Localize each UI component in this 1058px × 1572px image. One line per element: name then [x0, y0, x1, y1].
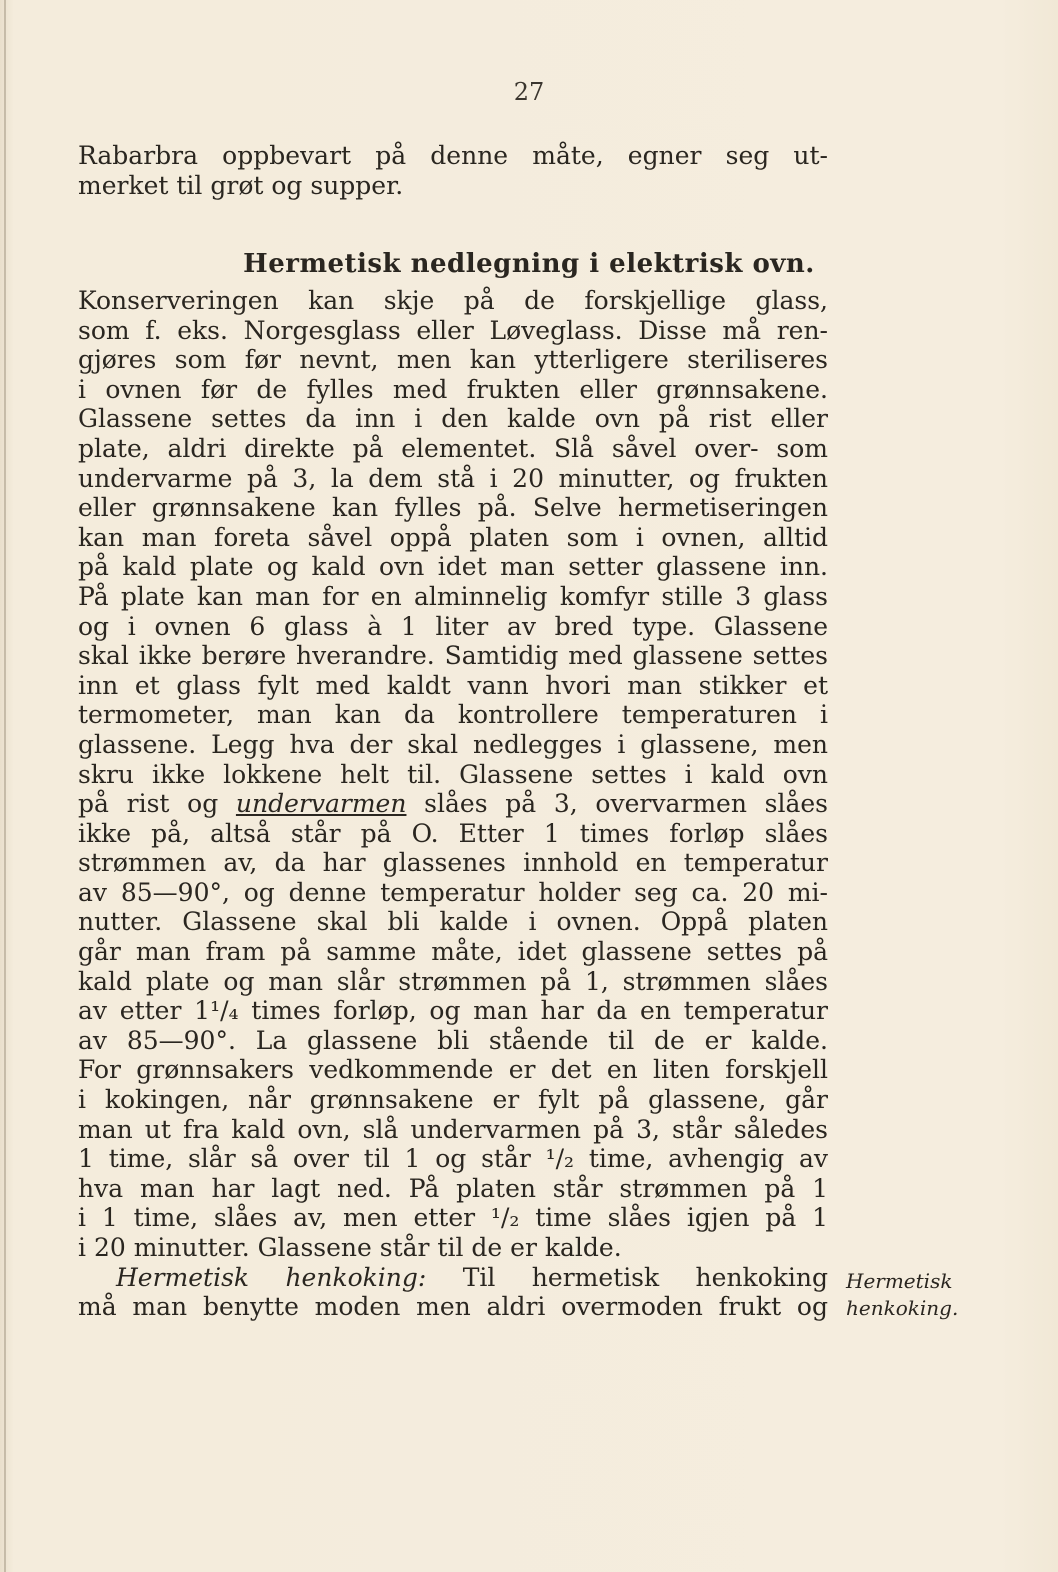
text-line: på kald plate og kald ovn idet man setter glassene inn.: [78, 552, 828, 582]
text-fragment: på rist og: [78, 789, 236, 819]
section-heading: Hermetisk nedlegning i elektrisk ovn.: [243, 249, 815, 279]
intro-paragraph: [78, 141, 828, 201]
text-line: som f. eks. Norgesglass eller Løveglass. Disse må ren-: [78, 315, 828, 345]
text-line: må man benytte moden men aldri overmoden frukt og: [78, 1292, 828, 1322]
text-line: glassene. Legg hva der skal nedlegges i glassene, men: [78, 729, 828, 759]
underlined-word: undervarmen: [235, 789, 407, 819]
text-line: skru ikke lokkene helt til. Glassene settes i kald ovn: [78, 759, 828, 789]
text-line: og i ovnen 6 glass à 1 liter av bred type. Glassene: [78, 611, 828, 641]
text-line: undervarme på 3, la dem stå i 20 minutter, og frukten: [78, 463, 828, 493]
main-paragraph: [78, 286, 828, 1322]
text-fragment: slåes på 3, overvarmen slåes: [406, 789, 828, 819]
text-line: For grønnsakers vedkommende er det en liten forskjell: [78, 1055, 828, 1085]
text-line-with-emphasis: [78, 789, 828, 819]
text-line: av etter 1¹/₄ times forløp, og man har da en temperatur: [78, 996, 828, 1026]
text-line: merket til grøt og supper.: [78, 171, 404, 200]
text-line: plate, aldri direkte på elementet. Slå såvel over- som: [78, 433, 828, 463]
text-line: Konserveringen kan skje på de forskjellige glass,: [78, 286, 828, 315]
text-line: i kokingen, når grønnsakene er fylt på glassene, går: [78, 1085, 828, 1115]
text-line: strømmen av, da har glassenes innhold en temperatur: [78, 848, 828, 878]
text-line: går man fram på samme måte, idet glassene settes på: [78, 937, 828, 967]
text-line: av 85—90°, og denne temperatur holder seg ca. 20 mi-: [78, 877, 828, 907]
page-gutter-edge: [4, 0, 6, 1572]
text-line: kan man foreta såvel oppå platen som i ovnen, alltid: [78, 522, 828, 552]
run-in-heading: Hermetisk henkoking:: [116, 1262, 427, 1292]
text-line: kald plate og man slår strømmen på 1, strømmen slåes: [78, 966, 828, 996]
text-line: i 1 time, slåes av, men etter ¹/₂ time slåes igjen på 1: [78, 1203, 828, 1233]
text-line: man ut fra kald ovn, slå undervarmen på 3, står således: [78, 1114, 828, 1144]
text-line: hva man har lagt ned. På platen står strømmen på 1: [78, 1173, 828, 1203]
text-line: ikke på, altså står på O. Etter 1 times forløp slåes: [78, 818, 828, 848]
text-line: eller grønnsakene kan fylles på. Selve hermetiseringen: [78, 493, 828, 523]
text-line-henkoking: [78, 1263, 828, 1293]
text-line: 1 time, slår så over til 1 og står ¹/₂ time, avhengig av: [78, 1144, 828, 1174]
page-number: 27: [513, 78, 545, 106]
text-line: Rabarbra oppbevart på denne måte, egner seg ut-: [78, 141, 828, 170]
text-line: gjøres som før nevnt, men kan ytterligere steriliseres: [78, 345, 828, 375]
text-line: i ovnen før de fylles med frukten eller grønnsakene.: [78, 374, 828, 404]
text-fragment: Til hermetisk henkoking: [426, 1262, 829, 1292]
margin-note-line: henkoking.: [846, 1296, 959, 1320]
text-line: På plate kan man for en alminnelig komfyr stille 3 glass: [78, 581, 828, 611]
text-line: Glassene settes da inn i den kalde ovn på rist eller: [78, 404, 828, 434]
text-line: skal ikke berøre hverandre. Samtidig med glassene settes: [78, 641, 828, 671]
text-line: av 85—90°. La glassene bli stående til de er kalde.: [78, 1025, 828, 1055]
text-line: i 20 minutter. Glassene står til de er kalde.: [78, 1233, 622, 1262]
margin-note: [846, 1268, 986, 1322]
text-line: termometer, man kan da kontrollere temperaturen i: [78, 700, 828, 730]
margin-note-line: Hermetisk: [846, 1269, 953, 1293]
text-line: nutter. Glassene skal bli kalde i ovnen. Oppå platen: [78, 907, 828, 937]
text-line: inn et glass fylt med kaldt vann hvori man stikker et: [78, 670, 828, 700]
